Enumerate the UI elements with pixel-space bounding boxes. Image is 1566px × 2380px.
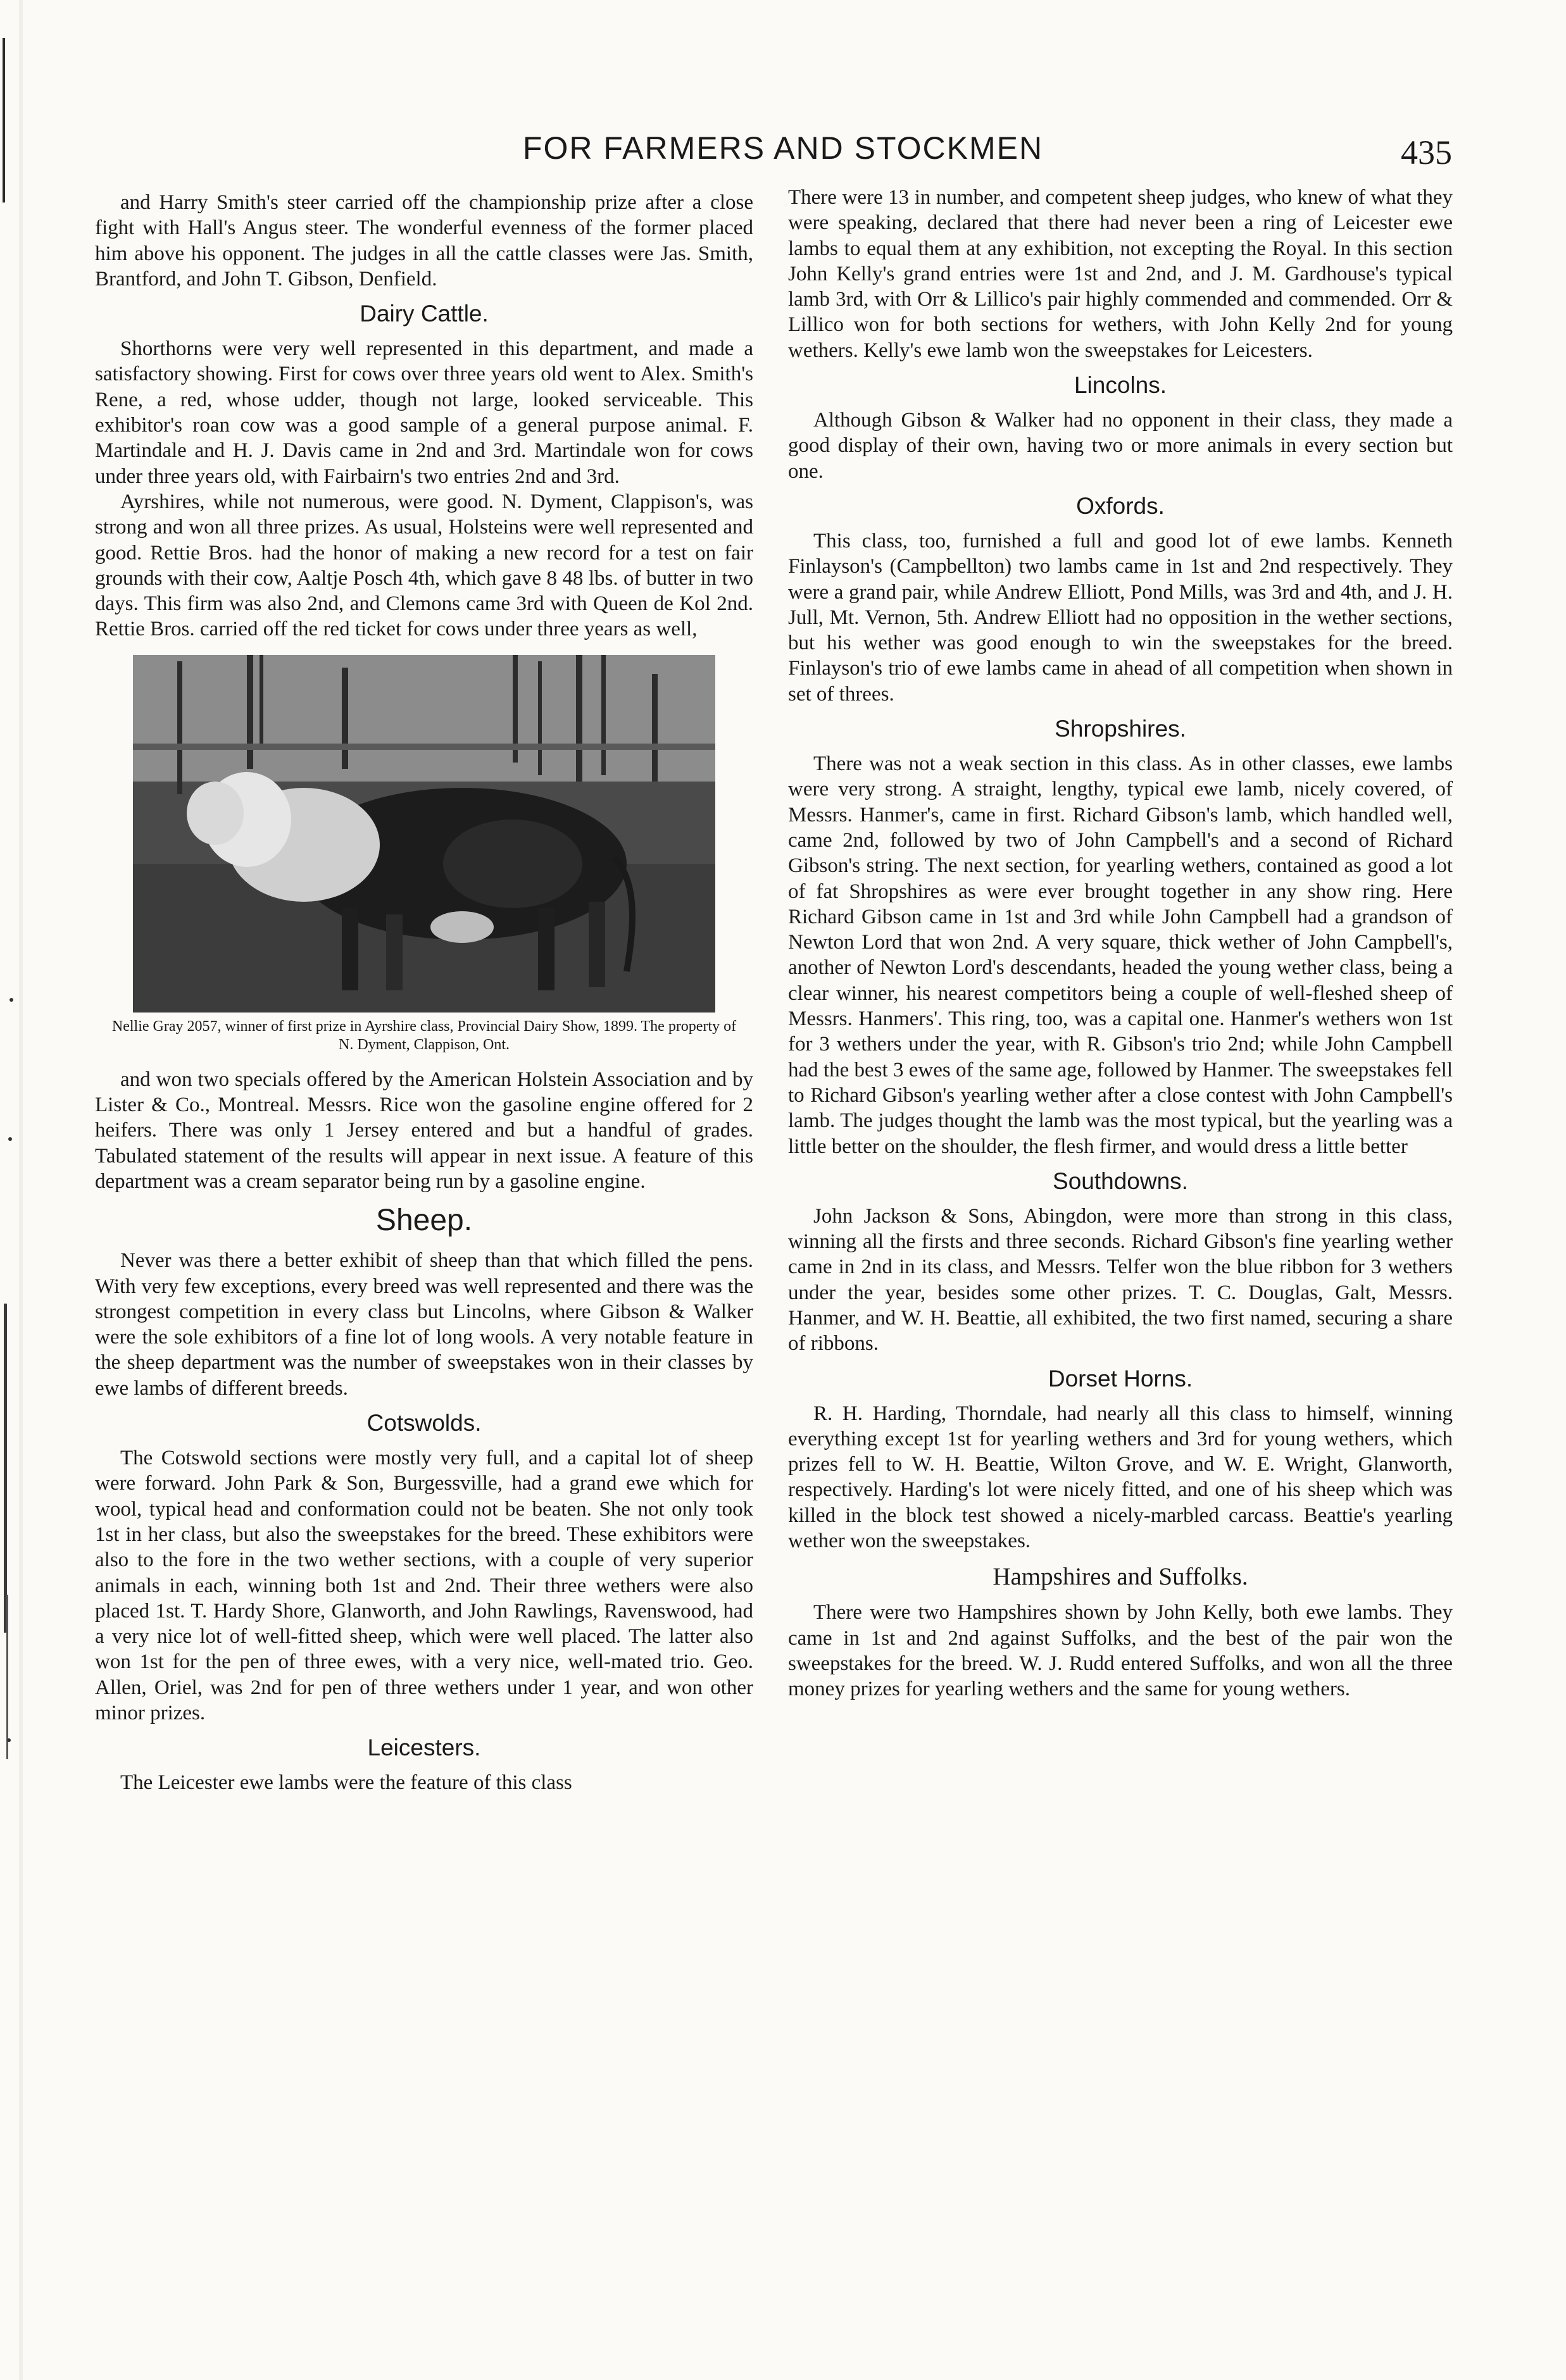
paragraph: and won two specials offered by the American Holstein Association and by Lister & Co., Montreal. Messrs. Rice won the gasoline engine offered for 2 heifers. There was only 1 Jersey entered and but a handful of grades. Tabulated statement of the results will appear in next issue. A feature of this department was a cream separator being run by a gasoline engine. [95, 1068, 753, 1193]
paragraph: R. H. Harding, Thorndale, had nearly all this class to himself, winning everything except 1st for yearling wethers and 3rd for young wethers, which prizes fell to W. H. Beattie, Wilton Grove, and W. E. Wright, Glanworth, respectively. Harding's lot were nicely fitted, and one of his sheep which was killed in the block test showed a nicely-marbled carcass. Beattie's yearling wether won the sweepstakes. [788, 1402, 1453, 1553]
binding-marks [0, 0, 25, 2380]
section-heading-shropshires: Shropshires. [1055, 716, 1186, 742]
paragraph: There were 13 in number, and competent sheep judges, who knew of what they were speaking, declared that there had never been a ring of Leicester ewe lambs to equal them at any exhibition, not excepting the Royal. In this section John Kelly's grand entries were 1st and 2nd, and J. M. Gardhouse's typical lamb 3rd, with Orr & Lillico's pair highly commended and commended. Orr & Lillico won for both sections for wethers, with John Kelly 2nd for young wethers. Kelly's ewe lamb won the sweepstakes for Leicesters. [788, 186, 1453, 362]
paragraph: and Harry Smith's steer carried off the championship prize after a close fight with Hall's Angus steer. The wonderful evenness of the former placed him above his opponent. The judges in all the cattle classes were Jas. Smith, Brantford, and John T. Gibson, Denfield. [95, 191, 753, 290]
page-number: 435 [1401, 134, 1452, 171]
right-column [788, 185, 1453, 1702]
section-heading-hampshires: Hampshires and Suffolks. [993, 1563, 1248, 1591]
paragraph: The Leicester ewe lambs were the feature of this class [120, 1771, 572, 1795]
running-title: FOR FARMERS AND STOCKMEN [522, 130, 1044, 166]
paragraph: Ayrshires, while not numerous, were good. N. Dyment, Clappison's, was strong and won all three prizes. As usual, Holsteins were well represented and good. Rettie Bros. had the honor of making a new record for a test on fair grounds with their cow, Aaltje Posch 4th, which gave 8 48 lbs. of butter in two days. This firm was also 2nd, and Clemons came 3rd with Queen de Kol 2nd. Rettie Bros. carried off the red ticket for cows under three years as well, [95, 490, 753, 641]
paragraph: John Jackson & Sons, Abingdon, were more than strong in this class, winning all the firsts and three seconds. Richard Gibson's fine yearling wether came in 2nd in its class, and Messrs. Telfer won the blue ribbon for 3 wethers under the year, besides some other prizes. T. C. Douglas, Galt, Messrs. Hanmer, and W. H. Beattie, all exhibited, the two first named, securing a share of ribbons. [788, 1204, 1453, 1355]
cow-photograph [133, 655, 715, 1012]
paragraph: This class, too, furnished a full and good lot of ewe lambs. Kenneth Finlayson's (Campbellton) two lambs came in 1st and 2nd respectively. They were a grand pair, while Andrew Elliott, Pond Mills, was 3rd and 4th, and J. H. Jull, Mt. Vernon, 5th. Andrew Elliott had no opposition in the wether sections, but his wether was good enough to win the sweepstakes for the breed. Finlayson's trio of ewe lambs came in ahead of all competition when shown in set of threes. [788, 529, 1453, 706]
section-heading-dorset-horns: Dorset Horns. [1048, 1365, 1193, 1392]
section-heading-leicesters: Leicesters. [367, 1735, 481, 1761]
paragraph: Although Gibson & Walker had no opponent in their class, they made a good display of their own, having two or more animals in every section but one. [788, 409, 1453, 483]
section-heading-cotswolds: Cotswolds. [366, 1410, 482, 1436]
paragraph: Shorthorns were very well represented in this department, and made a satisfactory showing. First for cows over three years old went to Alex. Smith's Rene, a red, whose udder, though not large, looked serviceable. This exhibitor's roan cow was a good sample of a general purpose animal. F. Martindale and H. J. Davis came in 2nd and 3rd. Martindale won for cows under three years old, with Fairbairn's two entries 2nd and 3rd. [95, 337, 753, 488]
section-heading-southdowns: Southdowns. [1053, 1168, 1188, 1194]
section-heading-lincolns: Lincolns. [1074, 372, 1167, 399]
section-heading-dairy: Dairy Cattle. [360, 301, 489, 327]
section-heading-oxfords: Oxfords. [1076, 492, 1165, 519]
photo-caption: Nellie Gray 2057, winner of first prize in Ayrshire class, Provincial Dairy Show, 1899. The property of N. Dyment, Clappison, Ont. [111, 1018, 737, 1053]
left-column [95, 190, 753, 1796]
section-heading-sheep: Sheep. [375, 1204, 473, 1238]
paragraph: There was not a weak section in this class. As in other classes, ewe lambs were very strong. A straight, lengthy, typical ewe lamb, nicely covered, of Messrs. Hanmer's, came in first. Richard Gibson's lamb, which handled well, came 2nd, followed by two of John Campbell's and a second of Richard Gibson's string. The next section, for yearling wethers, contained as good a lot of fat Shropshires as were ever brought together in any show ring. Here Richard Gibson came in 1st and 3rd while John Campbell had a grandson of Newton Lord that won 2nd. A very square, thick wether of John Campbell's, another of Newton Lord's descendants, headed the young wether class, being a clear winner, his nearest competitors being a couple of well-fleshed sheep of Messrs. Hanmers'. This ring, too, was a capital one. Hanmer's wethers won 1st for 3 wethers under the year, with R. Gibson's trio 2nd; while John Campbell had the best 3 ewes of the same age, followed by Hanmer. The sweepstakes fell to Richard Gibson's yearling wether after a close contest with John Campbell's lamb. The judges thought the lamb was the most typical, but the yearling was a little better on the shoulder, the flesh firmer, and would dress a little better [788, 752, 1453, 1158]
paragraph: The Cotswold sections were mostly very full, and a capital lot of sheep were forward. John Park & Son, Burgessville, had a grand ewe which for wool, typical head and conformation could not be beaten. She not only took 1st in her class, but also the sweepstakes for the breed. These exhibitors were also to the fore in the two wether sections, with a couple of very superior animals in each, winning both 1st and 2nd. Their three wethers were also placed 1st. T. Hardy Shore, Glanworth, and John Rawlings, Ravenswood, had a very nice lot of well-fitted sheep, which were well placed. The latter also won 1st for the pen of three ewes, with a very nice, well-mated trio. Geo. Allen, Oriel, was 2nd for pen of three wethers under 1 year, and won other minor prizes. [95, 1447, 753, 1724]
paragraph: There were two Hampshires shown by John Kelly, both ewe lambs. They came in 1st and 2nd against Suffolks, and the best of the pair won the sweepstakes for the breed. W. J. Rudd entered Suffolks, and won all the three money prizes for yearling wethers and the same for young wethers. [788, 1601, 1453, 1701]
paragraph: Never was there a better exhibit of sheep than that which filled the pens. With very few exceptions, every breed was well represented and there was the strongest competition in every class but Lincolns, where Gibson & Walker were the sole exhibitors of a fine lot of long wools. A very notable feature in the sheep department was the number of sweepstakes won in their classes by ewe lambs of different breeds. [95, 1249, 753, 1400]
